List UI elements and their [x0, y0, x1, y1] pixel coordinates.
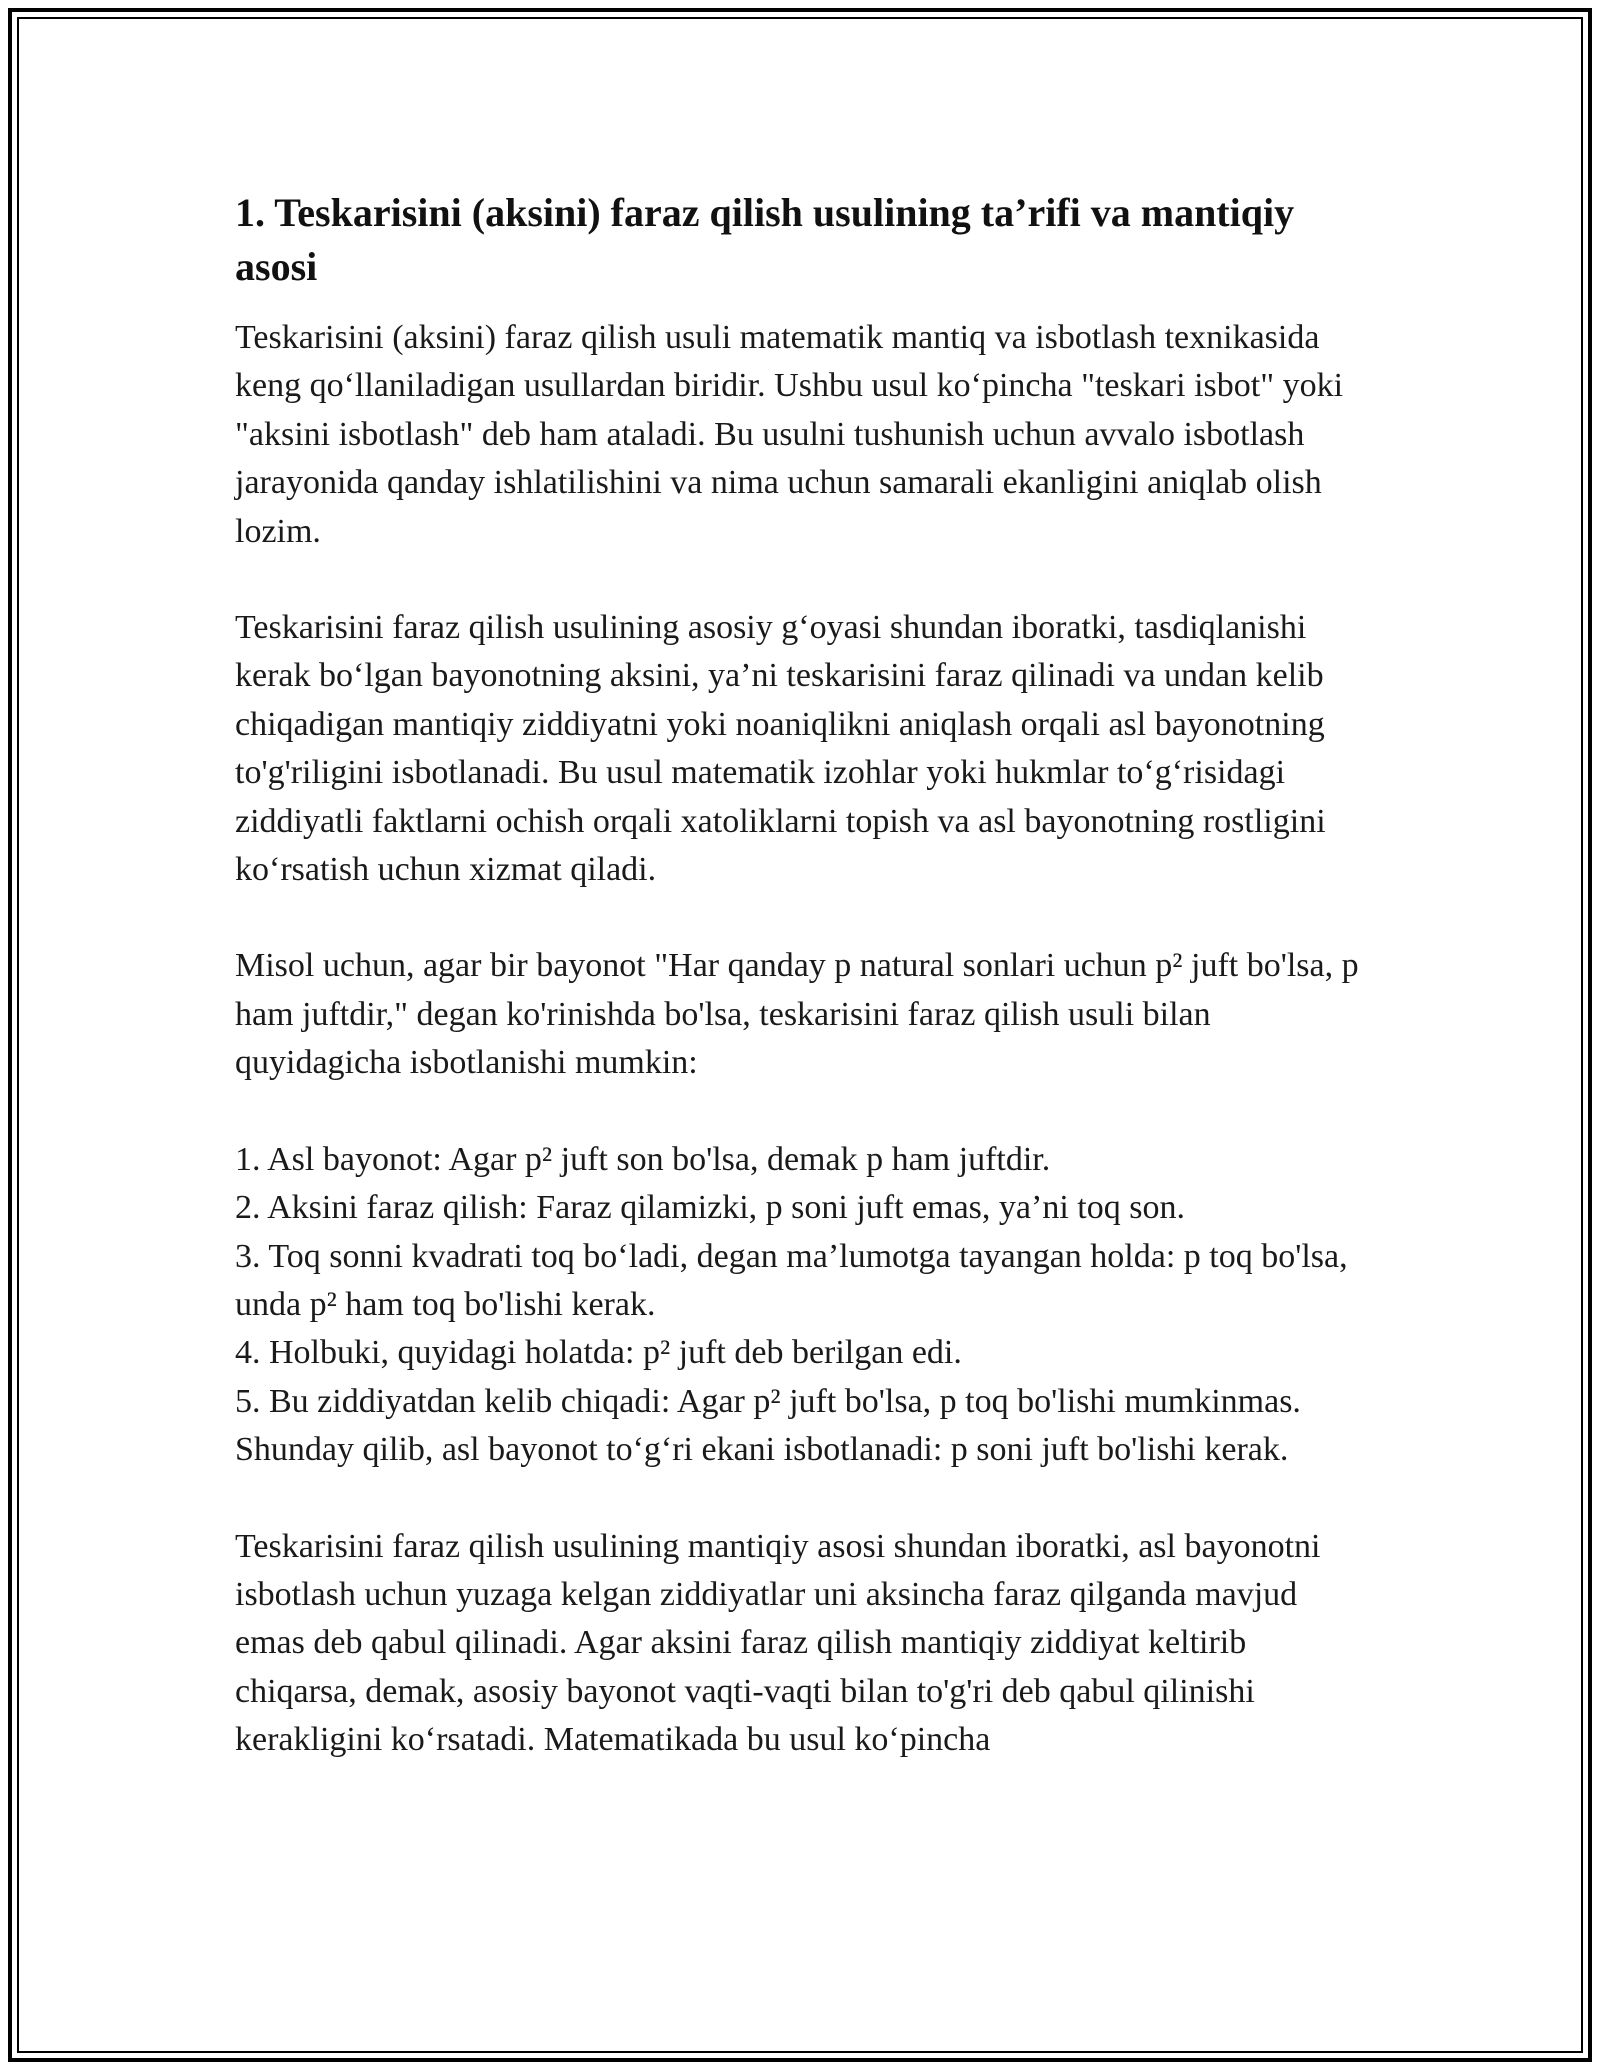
document-body	[235, 186, 1365, 1813]
proof-step: 5. Bu ziddiyatdan kelib chiqadi: Agar p² juft bo'lsa, p toq bo'lishi mumkinmas. Shunday qilib, asl bayonot to‘g‘ri ekani isbotlanadi: p soni juft bo'lishi kerak.	[235, 1382, 1301, 1469]
proof-step: 2. Aksini faraz qilish: Faraz qilamizki, p soni juft emas, ya’ni toq son.	[235, 1189, 1185, 1227]
proof-step: 3. Toq sonni kvadrati toq bo‘ladi, degan ma’lumotga tayangan holda: p toq bo'lsa, unda p² ham toq bo'lishi kerak.	[235, 1237, 1348, 1323]
proof-steps-list	[235, 1136, 1365, 1475]
paragraph-definition: Teskarisini (aksini) faraz qilish usuli matematik mantiq va isbotlash texnikasida keng qo‘llaniladigan usullardan biridir. Ushbu usul ko‘pincha "teskari isbot" yoki "aksini isbotlash" deb ham ataladi. Bu usulni tushunish uchun avvalo isbotlash jarayonida qanday ishlatilishini va nima uchun samarali ekanligini aniqlab olish lozim.	[235, 319, 1344, 550]
paragraph-example-intro: Misol uchun, agar bir bayonot "Har qanday p natural sonlari uchun p² juft bo'lsa, p ham juftdir," degan ko'rinishda bo'lsa, teskarisini faraz qilish usuli bilan quyidagicha isbotlanishi mumkin:	[235, 947, 1359, 1082]
paragraph-main-idea: Teskarisini faraz qilish usulining asosiy g‘oyasi shundan iboratki, tasdiqlanishi kerak bo‘lgan bayonotning aksini, ya’ni teskarisini faraz qilinadi va undan kelib chiqadigan mantiqiy ziddiyatni yoki noaniqlikni aniqlash orqali asl bayonotning to'g'riligini isbotlanadi. Bu usul matematik izohlar yoki hukmlar to‘g‘risidagi ziddiyatli faktlarni ochish orqali xatoliklarni topish va asl bayonotning rostligini ko‘rsatish uchun xizmat qiladi.	[235, 609, 1326, 889]
section-heading: 1. Teskarisini (aksini) faraz qilish usulining ta’rifi va mantiqiy asosi	[235, 190, 1295, 289]
proof-step: 4. Holbuki, quyidagi holatda: p² juft deb berilgan edi.	[235, 1334, 962, 1372]
paragraph-logical-basis: Teskarisini faraz qilish usulining mantiqiy asosi shundan iboratki, asl bayonotni isbotlash uchun yuzaga kelgan ziddiyatlar uni aksincha faraz qilganda mavjud emas deb qabul qilinadi. Agar aksini faraz qilish mantiqiy ziddiyat keltirib chiqarsa, demak, asosiy bayonot vaqti-vaqti bilan to'g'ri deb qabul qilinishi kerakligini ko‘rsatadi. Matematikada bu usul ko‘pincha	[235, 1527, 1321, 1759]
proof-step: 1. Asl bayonot: Agar p² juft son bo'lsa, demak p ham juftdir.	[235, 1140, 1051, 1178]
